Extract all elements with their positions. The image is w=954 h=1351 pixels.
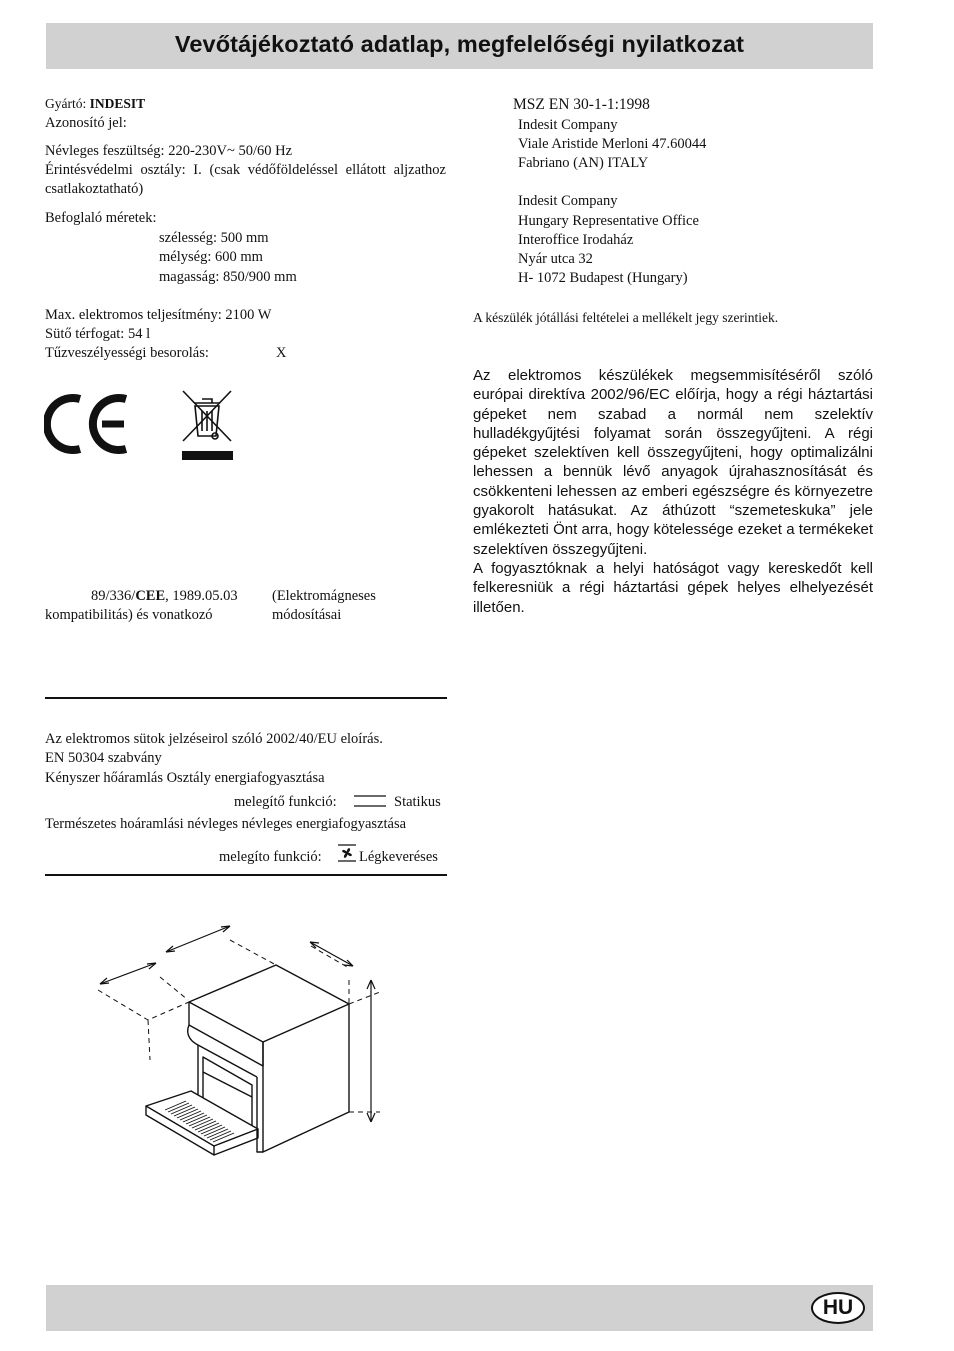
representative-office: Hungary Representative Office [518,213,699,229]
emc-directive-date: , 1989.05.03 [165,588,238,604]
max-power: Max. elektromos teljesítmény: 2100 W [45,307,272,323]
dimension-width: szélesség: 500 mm [159,230,269,246]
energy-line1: Az elektromos sütok jelzéseirol szóló 2002/40/EU eloírás. [45,731,383,747]
static-heating-icon [353,794,387,808]
oven-volume: Sütő térfogat: 54 l [45,326,151,342]
dimensions-label: Befoglaló méretek: [45,210,157,226]
representative-building: Interoffice Irodaház [518,232,634,248]
emc-right-line2: módosításai [272,607,342,623]
static-function-label: melegítő funkció: [234,794,337,810]
dimension-depth: mélység: 600 mm [159,249,263,265]
page-title: Vevőtájékoztató adatlap, megfelelőségi nyilatkozat [174,31,745,57]
fire-class-value: X [276,345,287,361]
rated-voltage: Névleges feszültség: 220-230V~ 50/60 Hz [45,143,293,159]
dimension-height: magasság: 850/900 mm [159,269,297,285]
standard-reference: MSZ EN 30-1-1:1998 [513,96,650,113]
manufacturer-label: Gyártó: [45,96,87,111]
identifier-label: Azonosító jel: [45,115,127,131]
weee-directive-text [473,366,873,617]
fan-function-value: Légkeveréses [359,849,438,865]
emc-line2: kompatibilitás) és vonatkozó [45,607,213,623]
title-bar [46,23,873,69]
representative-company: Indesit Company [518,193,618,209]
manufacturer-city: Fabriano (AN) ITALY [518,155,649,171]
representative-street: Nyár utca 32 [518,251,593,267]
emc-directive-cee: CEE [135,588,166,604]
manufacturer-address: Viale Aristide Merloni 47.60044 [518,136,707,152]
manufacturer-value: INDESIT [89,96,146,111]
oven-dimension-diagram [90,920,390,1190]
emc-directive [91,587,238,606]
manufacturer-company: Indesit Company [518,117,618,133]
representative-city: H- 1072 Budapest (Hungary) [518,270,688,286]
warranty-note: A készülék jótállási feltételei a mellékelt jegy szerintiek. [473,310,779,325]
crossed-out-wheelie-bin-icon [180,389,234,463]
energy-line2: EN 50304 szabvány [45,750,162,766]
divider-bottom [45,874,447,876]
fire-class-label: Tűzveszélyességi besorolás: [45,345,209,361]
energy-line5: Természetes hoáramlási névleges névleges energiafogyasztása [45,816,407,832]
protection-class: Érintésvédelmi osztály: I. (csak védőföldeléssel ellátott aljzathoz csatlakoztatható) [45,162,446,197]
energy-line3: Kényszer hőáramlás Osztály energiafogyasztása [45,770,325,786]
language-badge: HU [811,1292,865,1324]
divider-top [45,697,447,699]
manufacturer [45,94,145,113]
static-function-value: Statikus [394,794,441,810]
fan-heating-icon [337,843,357,863]
fan-function-label: melegíto funkció: [219,849,322,865]
emc-directive-number: 89/336/ [91,588,136,604]
weee-directive-paragraph-1: Az elektromos készülékek megsemmisítéséről szóló európai direktíva 2002/96/EC előírja, hogy a régi háztartási gépeket nem szabad a normál nem szelektív hulladékgyűjtési folyamat során összegyűjteni. A régi gépeket szelektíven kell összegyűjteni, hogy optimalizálni lehessen a bennük lévő anyagok újrahasznosítását és csökkenteni lehessen az emberi egészségre és környezetre gyakorolt hatásukat. Az áthúzott “szemeteskuka” jele emlékezteti Önt arra, hogy kötelessége ezeket a termékeket szelektíven összegyűjteni. [473,367,873,558]
footer-bar [46,1285,873,1331]
ce-mark-icon [44,393,134,455]
weee-directive-paragraph-2: A fogyasztóknak a helyi hatóságot vagy kereskedőt kell felkeresniük a régi háztartási gépek helyes elhelyezését illetően. [473,559,873,616]
emc-right-line1: (Elektromágneses [272,588,376,604]
